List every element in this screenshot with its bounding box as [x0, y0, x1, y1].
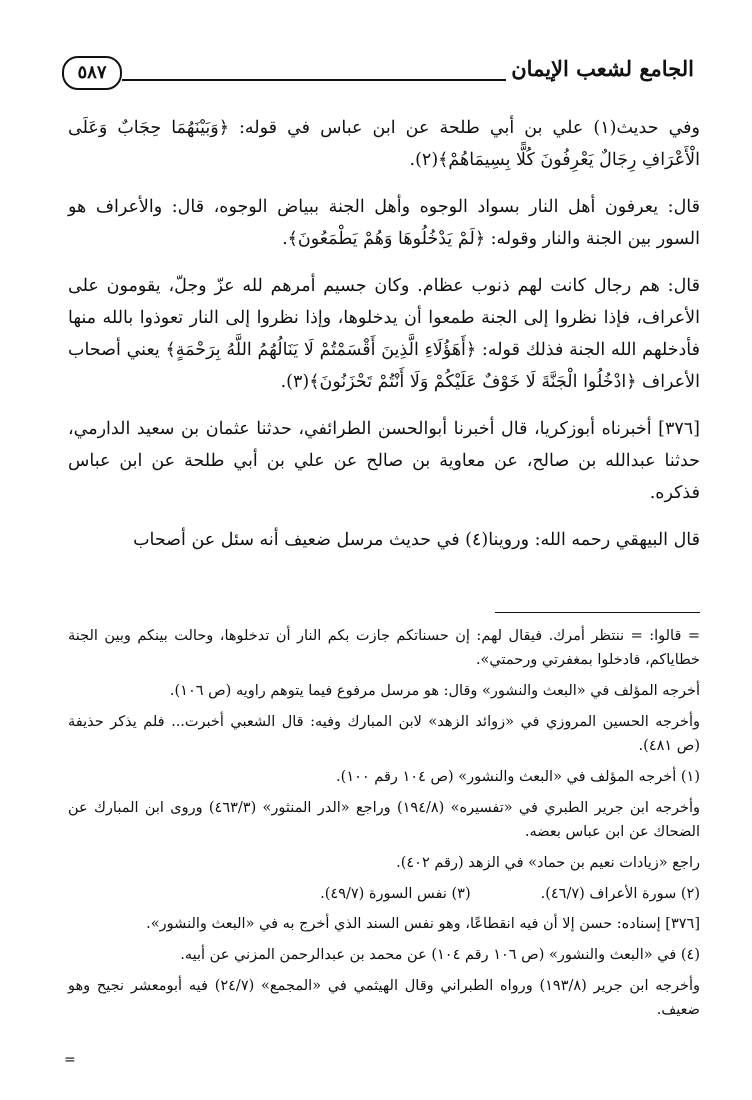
- footnote-4-line: وأخرجه ابن جرير (١٩٣/٨) ورواه الطبراني وقال الهيثمي في «المجمع» (٢٤/٧) فيه أبومعشر نجيح وهو ضعيف.: [68, 978, 700, 1018]
- running-title: الجامع لشعب الإيمان: [511, 56, 694, 81]
- footnote-1-line: راجع «زيادات نعيم بن حماد» في الزهد (رقم ٤٠٢).: [396, 855, 700, 871]
- footnote-separator: [495, 612, 700, 613]
- footnote-2: (٢) سورة الأعراف (٤٦/٧).: [540, 886, 700, 902]
- footnote-4-line: (٤) في «البعث والنشور» (ص ١٠٦ رقم ١٠٤) عن محمد بن عبدالرحمن المزني عن أبيه.: [180, 947, 700, 963]
- main-text: [68, 112, 700, 571]
- footnote-hadith-376: [٣٧٦] إسناده: حسن إلا أن فيه انقطاعًا، وهو نفس السند الذي أخرج به في «البعث والنشور».: [146, 916, 700, 932]
- paragraph-hadith-intro: وفي حديث(١) علي بن أبي طلحة عن ابن عباس في قوله: ﴿وَبَيْنَهُمَا حِجَابٌ وَعَلَى الْأَعْرَافِ رِجَالٌ يَعْرِفُونَ كُلًّا بِسِيمَاهُمْ﴾(٢).: [68, 118, 700, 170]
- footnote-1-line: وأخرجه ابن جرير الطبري في «تفسيره» (١٩٤/٨) وراجع «الدر المنثور» (٤٦٣/٣) وروى ابن المبارك عن الضحاك عن ابن عباس بعضه.: [68, 800, 700, 840]
- footnotes-2-3: [68, 882, 700, 906]
- page-number: ٥٨٧: [62, 56, 122, 90]
- page-header: [62, 52, 694, 96]
- footnotes: [68, 624, 700, 1029]
- continuation-marker: =: [64, 1052, 76, 1068]
- footnote-continuation-line: = قالوا: = ننتظر أمرك. فيقال لهم: إن حسناتكم جازت بكم النار أن تدخلوها، وحالت بينكم وبين الجنة خطاياكم، فادخلوا بمغفرتي ورحمتي».: [68, 628, 700, 668]
- footnote-continuation-line: وأخرجه الحسين المروزي في «زوائد الزهد» لابن المبارك وفيه: قال الشعبي أخبرت... فلم يذكر حذيفة (ص ٤٨١).: [68, 714, 700, 754]
- paragraph-bayhaqi: قال البيهقي رحمه الله: وروينا(٤) في حديث مرسل ضعيف أنه سئل عن أصحاب: [133, 530, 700, 550]
- footnote-1-line: (١) أخرجه المؤلف في «البعث والنشور» (ص ١٠٤ رقم ١٠٠).: [336, 769, 700, 785]
- header-rule: [122, 79, 506, 81]
- footnote-3: (٣) نفس السورة (٤٩/٧).: [320, 886, 471, 902]
- footnote-continuation-line: أخرجه المؤلف في «البعث والنشور» وقال: هو مرسل مرفوع فيما يتوهم راويه (ص ١٠٦).: [169, 683, 700, 699]
- paragraph-hadith-376: [٣٧٦] أخبرناه أبوزكريا، قال أخبرنا أبوالحسن الطرائفي، حدثنا عثمان بن سعيد الدارمي، حدثنا عبدالله بن صالح، عن معاوية بن صالح عن علي بن أبي طلحة عن ابن عباس فذكره.: [68, 419, 700, 503]
- paragraph-explanation: قال: يعرفون أهل النار بسواد الوجوه وأهل الجنة ببياض الوجوه، قال: والأعراف هو السور بين الجنة والنار وقوله: ﴿لَمْ يَدْخُلُوهَا وَهُمْ يَطْمَعُونَ﴾.: [68, 197, 700, 249]
- paragraph-aaraf-people: قال: هم رجال كانت لهم ذنوب عظام. وكان جسيم أمرهم لله عزّ وجلّ، يقومون على الأعراف، فإذا نظروا إلى الجنة طمعوا أن يدخلوها، وإذا نظروا إلى النار تعوذوا بالله منها فأدخلهم الله الجنة فذلك قوله: ﴿أَهَؤُلَاءِ الَّذِينَ أَقْسَمْتُمْ لَا يَنَالُهُمُ اللَّهُ بِرَحْمَةٍ﴾ يعني أصحاب الأعراف ﴿ادْخُلُوا الْجَنَّةَ لَا خَوْفٌ عَلَيْكُمْ وَلَا أَنْتُمْ تَحْزَنُونَ﴾(٣).: [68, 276, 700, 392]
